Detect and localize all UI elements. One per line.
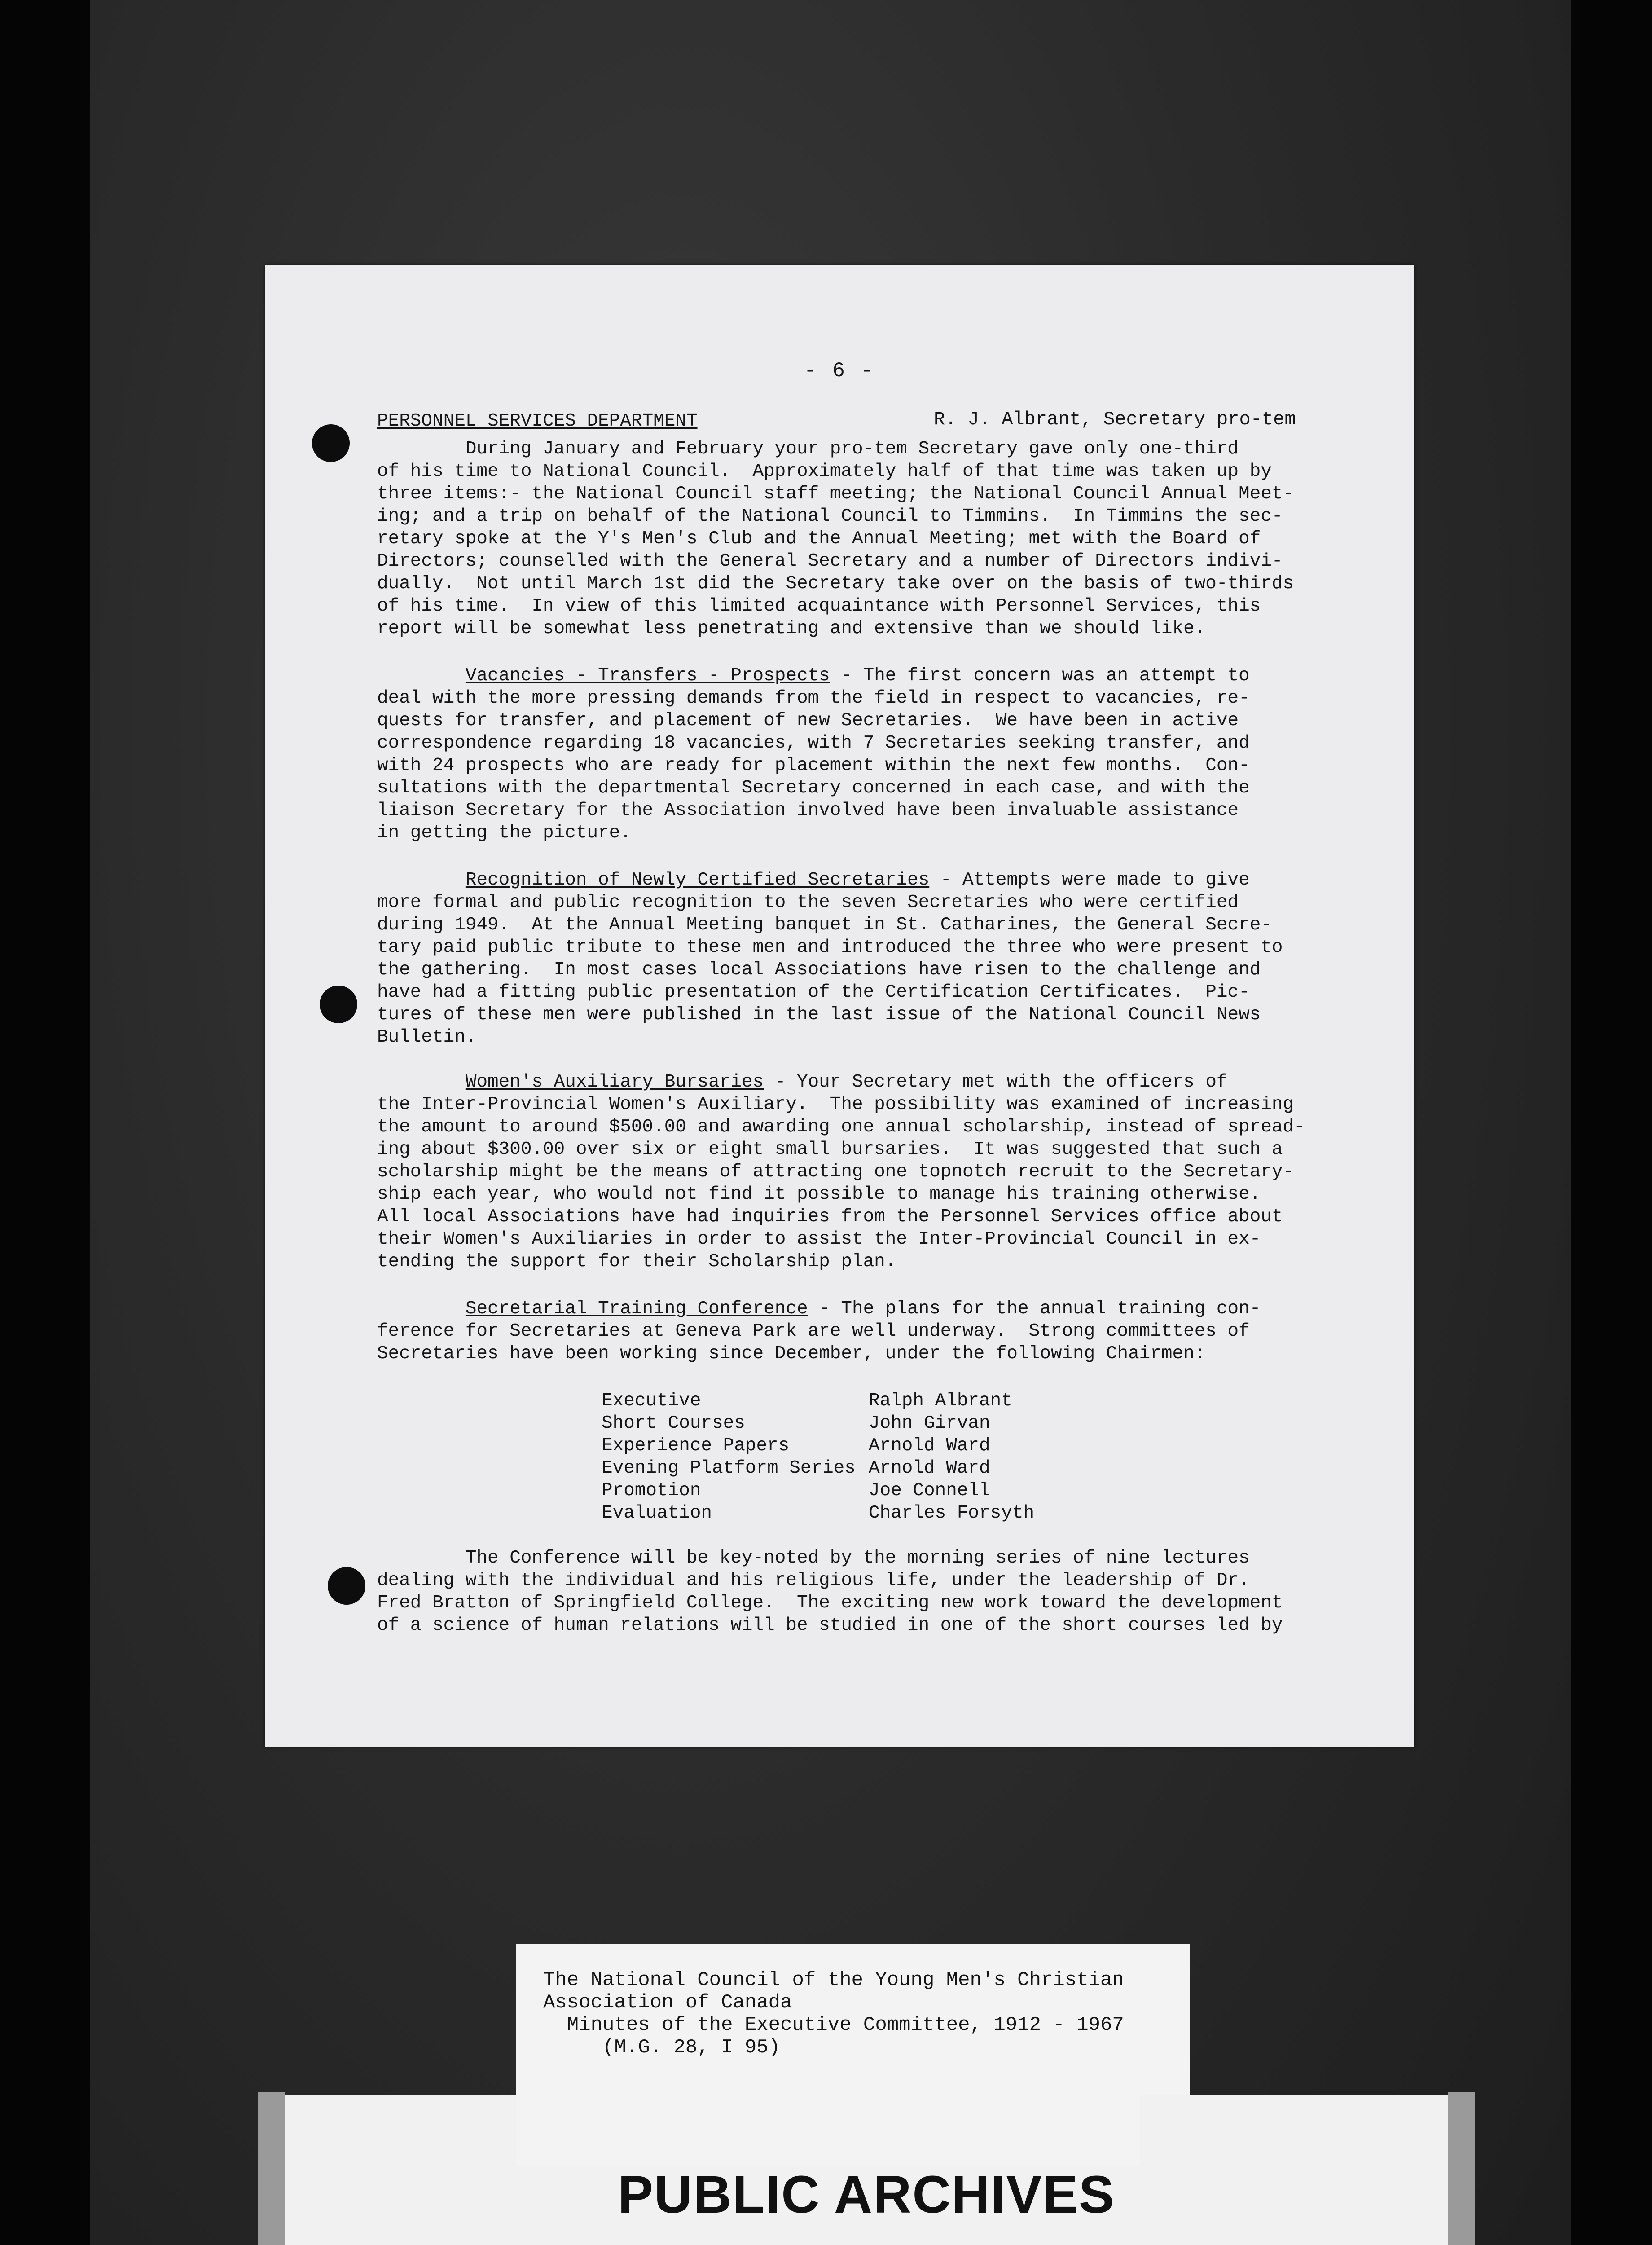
section-lead: - Attempts were made to give [929,870,1250,890]
chairmen-list [602,1390,1034,1524]
text-line: retary spoke at the Y's Men's Club and the Annual Meeting; met with the Board of [377,528,1261,549]
text-line: deal with the more pressing demands from the field in respect to vacancies, re- [377,688,1250,709]
chairman-row [602,1435,1034,1457]
text-line: liaison Secretary for the Association involved have been invaluable assistance [377,800,1239,821]
text-line: ship each year, who would not find it possible to manage his training otherwise. [377,1184,1261,1205]
committee-role: Evaluation [602,1503,712,1523]
text-line: tary paid public tribute to these men and introduced the three who were present to [377,937,1283,958]
text-line: their Women's Auxiliaries in order to assist the Inter-Provincial Council in ex- [377,1229,1261,1250]
intro-paragraph [377,438,1374,640]
text-line: sultations with the departmental Secretary concerned in each case, and with the [377,778,1250,798]
text-line: dually. Not until March 1st did the Secretary take over on the basis of two-thirds [377,573,1294,594]
archive-stamp-line1: PUBLIC ARCHIVES [618,2165,1115,2224]
section-lead: - The plans for the annual training con- [808,1299,1261,1319]
chairman-row [602,1502,1034,1524]
text-line: three items:- the National Council staff meeting; the National Council Annual Meet- [377,484,1294,504]
label-line: (M.G. 28, I 95) [543,2036,781,2059]
punch-hole [312,424,350,462]
text-line: The Conference will be key-noted by the morning series of nine lectures [377,1548,1250,1568]
text-line: the amount to around $500.00 and awarding one annual scholarship, instead of spread- [377,1117,1305,1137]
committee-role: Executive [602,1391,701,1411]
archive-stamp-notch [516,2095,1140,2166]
section-recognition [377,869,1374,1048]
text-line: Fred Bratton of Springfield College. The exciting new work toward the development [377,1593,1283,1613]
text-line: of a science of human relations will be studied in one of the short courses led by [377,1615,1283,1636]
section-heading: Women's Auxiliary Bursaries [465,1072,764,1092]
chairman-row [602,1457,1034,1479]
committee-role: Promotion [602,1480,701,1501]
text-line: ing; and a trip on behalf of the National Council to Timmins. In Timmins the sec- [377,506,1283,527]
author-line: R. J. Albrant, Secretary pro-tem [934,409,1296,430]
section-first-line [377,1298,1374,1320]
chairman-name: Ralph Albrant [869,1391,1012,1411]
text-line: the Inter-Provincial Women's Auxiliary. The possibility was examined of increasing [377,1094,1294,1115]
text-line: more formal and public recognition to the seven Secretaries who were certified [377,892,1239,913]
section-bursaries [377,1071,1374,1273]
chairman-row [602,1390,1034,1412]
section-first-line [377,665,1374,687]
text-line: ference for Secretaries at Geneva Park are well underway. Strong committees of [377,1321,1250,1342]
department-heading: PERSONNEL SERVICES DEPARTMENT [377,411,698,431]
text-line: of his time. In view of this limited acquaintance with Personnel Services, this [377,596,1261,616]
text-line: the gathering. In most cases local Associations have risen to the challenge and [377,960,1261,980]
page-number: - 6 - [804,359,875,383]
punch-hole [320,986,357,1023]
chairman-name: Arnold Ward [869,1435,990,1456]
section-heading: Secretarial Training Conference [465,1299,808,1319]
chairman-row [602,1479,1034,1502]
label-line: Association of Canada [543,1991,792,2014]
chairman-name: Charles Forsyth [869,1503,1035,1523]
section-lead: - The first concern was an attempt to [830,665,1250,686]
text-line: of his time to National Council. Approximately half of that time was taken up by [377,461,1272,482]
text-line: tending the support for their Scholarship plan. [377,1251,896,1272]
label-line: Minutes of the Executive Committee, 1912 - 1967 [543,2014,1124,2036]
chairman-name: Arnold Ward [869,1458,990,1479]
text-line: ing about $300.00 over six or eight small bursaries. It was suggested that such a [377,1139,1283,1160]
text-line: in getting the picture. [377,823,631,843]
section-first-line [377,1071,1374,1093]
section-lead: - Your Secretary met with the officers of [764,1072,1228,1092]
text-line: Directors; counselled with the General Secretary and a number of Directors indivi- [377,551,1283,572]
section-vacancies [377,665,1374,844]
text-line: during 1949. At the Annual Meeting banquet in St. Catharines, the General Secre- [377,915,1272,935]
label-line: The National Council of the Young Men's Christian [543,1969,1124,1991]
chairman-name: Joe Connell [869,1480,990,1501]
text-line: All local Associations have had inquiries from the Personnel Services office about [377,1206,1283,1227]
text-line: Secretaries have been working since December, under the following Chairmen: [377,1343,1206,1364]
chairman-row [602,1412,1034,1435]
committee-role: Evening Platform Series [602,1458,856,1479]
punch-hole [328,1567,365,1605]
closing-paragraph [377,1547,1374,1637]
text-line: have had a fitting public presentation of the Certification Certificates. Pic- [377,982,1250,1003]
section-heading: Vacancies - Transfers - Prospects [465,665,830,686]
section-heading: Recognition of Newly Certified Secretaries [465,870,930,890]
text-line: dealing with the individual and his religious life, under the leadership of Dr. [377,1570,1250,1591]
document-page [265,265,1414,1747]
text-line: report will be somewhat less penetrating and extensive than we should like. [377,618,1206,639]
text-line: During January and February your pro-tem Secretary gave only one-third [377,439,1239,459]
text-line: correspondence regarding 18 vacancies, with 7 Secretaries seeking transfer, and [377,733,1250,753]
section-first-line [377,869,1374,891]
text-line: tures of these men were published in the last issue of the National Council News [377,1004,1261,1025]
text-line: Bulletin. [377,1027,477,1048]
section-training-conference [377,1298,1374,1365]
text-line: quests for transfer, and placement of new Secretaries. We have been in active [377,710,1239,731]
text-line: with 24 prospects who are ready for placement within the next few months. Con- [377,755,1250,776]
committee-role: Experience Papers [602,1435,790,1456]
chairman-name: John Girvan [869,1413,990,1434]
text-line: scholarship might be the means of attracting one topnotch recruit to the Secretary- [377,1162,1294,1182]
committee-role: Short Courses [602,1413,745,1434]
